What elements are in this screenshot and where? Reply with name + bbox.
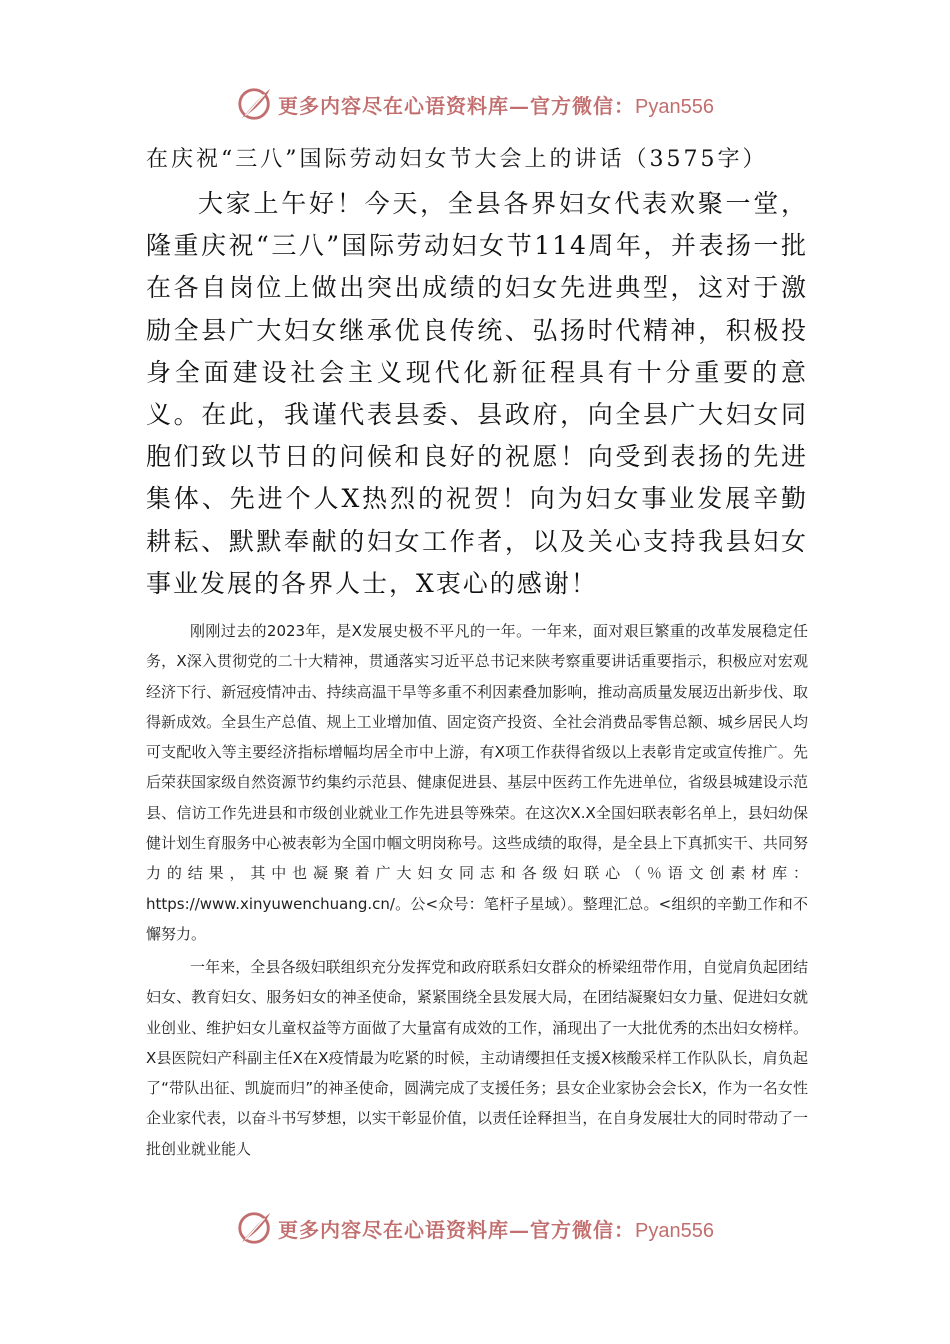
intro-paragraph: 大家上午好！今天，全县各界妇女代表欢聚一堂，隆重庆祝“三八”国际劳动妇女节114周年，并表扬一批在各自岗位上做出突出成绩的妇女先进典型，这对于激励全县广大妇女继承优良传统、弘扬时代精神，积极投身全面建设社会主义现代化新征程具有十分重要的意义。在此，我谨代表县委、县政府，向全县广大妇女同胞们致以节日的问候和良好的祝愿！向受到表扬的先进集体、先进个人X热烈的祝贺！向为妇女事业发展辛勤耕耘、默默奉献的妇女工作者，以及关心支持我县妇女事业发展的各界人士，X衷心的感谢！ [146, 189, 808, 598]
document-title: 在庆祝“三八”国际劳动妇女节大会上的讲话（3575字） [146, 147, 768, 172]
body-paragraph: 一年来，全县各级妇联组织充分发挥党和政府联系妇女群众的桥梁纽带作用，自觉肩负起团结妇女、教育妇女、服务妇女的神圣使命，紧紧围绕全县发展大局，在团结凝聚妇女力量、促进妇女就业创业、维护妇女儿童权益等方面做了大量富有成效的工作，涌现出了一大批优秀的杰出妇女榜样。X县医院妇产科副主任X在X疫情最为吃紧的时候，主动请缨担任支援X核酸采样工作队队长，肩负起了“带队出征、凯旋而归”的神圣使命，圆满完成了支援任务；县女企业家协会会长X，作为一名女性企业家代表，以奋斗书写梦想，以实干彰显价值，以责任诠释担当，在自身发展壮大的同时带动了一批创业就业能人 [146, 958, 808, 1158]
wechat-id: Pyan556 [635, 1219, 714, 1242]
wechat-id: Pyan556 [635, 95, 714, 118]
quill-logo-icon [236, 85, 274, 123]
quill-logo-icon [236, 1209, 274, 1247]
banner-text: 更多内容尽在心语资料库—官方微信：Pyan556 [278, 93, 714, 118]
footer-watermark-banner [0, 1206, 950, 1250]
header-watermark-banner [0, 82, 950, 126]
banner-text: 更多内容尽在心语资料库—官方微信：Pyan556 [278, 1217, 714, 1242]
body-paragraph: 刚刚过去的2023年，是X发展史极不平凡的一年。一年来，面对艰巨繁重的改革发展稳定任务，X深入贯彻党的二十大精神，贯通落实习近平总书记来陕考察重要讲话重要指示，积极应对宏观经济下行、新冠疫情冲击、持续高温干旱等多重不利因素叠加影响，推动高质量发展迈出新步伐、取得新成效。全县生产总值、规上工业增加值、固定资产投资、全社会消费品零售总额、城乡居民人均可支配收入等主要经济指标增幅均居全市中上游，有X项工作获得省级以上表彰肯定或宣传推广。先后荣获国家级自然资源节约集约示范县、健康促进县、基层中医药工作先进单位，省级县城建设示范县、信访工作先进县和市级创业就业工作先进县等殊荣。在这次X.X全国妇联表彰名单上，县妇幼保健计划生育服务中心被表彰为全国巾帼文明岗称号。这些成绩的取得，是全县上下真抓实干、共同努力的结果，其中也凝聚着广大妇女同志和各级妇联心（％语文创素材库：https://www.xinyuwenchuang.cn/。公<众号：笔杆子星域）。整理汇总。<组织的辛勤工作和不懈努力。 [146, 622, 808, 943]
